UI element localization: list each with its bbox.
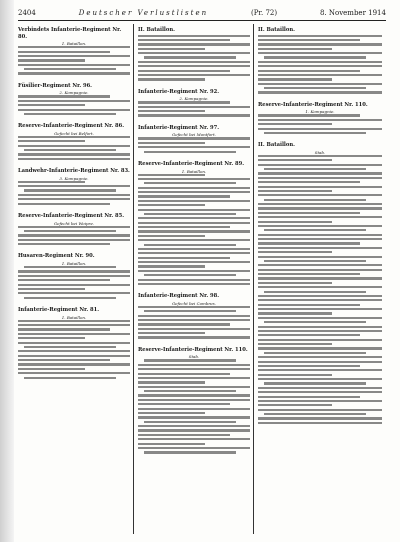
text-line: [138, 65, 250, 67]
text-line: [138, 187, 250, 189]
section-subtitle: Gefecht bei Combres.: [171, 300, 216, 306]
text-line: [258, 387, 382, 389]
text-line: [258, 238, 382, 240]
text-line: [138, 394, 250, 396]
text-line: [18, 109, 130, 111]
text-line: [258, 247, 382, 249]
text-line: [264, 321, 366, 323]
text-line: [258, 91, 382, 93]
text-line: [18, 324, 130, 326]
column-3: [258, 24, 382, 534]
text-line: [144, 451, 236, 453]
text-line: [18, 59, 85, 61]
section-gap: [258, 426, 382, 429]
text-line: [258, 216, 382, 218]
text-line: [138, 110, 205, 112]
section-gap: [18, 117, 130, 120]
text-line: [264, 260, 366, 262]
section-subtitle: 3. Kompagnie.: [59, 175, 89, 181]
text-line: [258, 119, 382, 121]
section-subtitle: Stab.: [314, 149, 326, 155]
text-line: [138, 386, 250, 388]
text-line: [138, 200, 250, 202]
section-gap: [18, 381, 130, 384]
section-subtitle: 1. Bataillon.: [181, 168, 207, 174]
section-title: Reserve-Infanterie-Regiment Nr. 85.: [18, 212, 125, 219]
text-line: [258, 361, 382, 363]
text-line: [258, 128, 382, 130]
text-line: [258, 65, 382, 67]
text-line: [258, 155, 382, 157]
section-title: Infanterie-Regiment Nr. 92.: [138, 88, 220, 95]
text-line: [258, 186, 382, 188]
text-line: [258, 123, 332, 125]
text-line: [258, 356, 382, 358]
text-line: [18, 136, 130, 138]
text-line: [138, 142, 205, 144]
section-gap: [138, 119, 250, 122]
section-gap: [138, 287, 250, 290]
page-header: [18, 6, 386, 21]
text-line: [18, 337, 85, 339]
section-title: Infanterie-Regiment Nr. 97.: [138, 124, 220, 131]
text-line: [24, 297, 116, 299]
section-gap: [258, 136, 382, 139]
section-title: Infanterie-Regiment Nr. 98.: [138, 293, 220, 300]
text-line: [258, 396, 360, 398]
text-line: [258, 177, 382, 179]
text-line: [258, 264, 382, 266]
section-subtitle: 1. Kompagnie.: [305, 109, 335, 115]
text-line: [258, 39, 360, 41]
text-line: [264, 291, 366, 293]
scan-edge: [0, 0, 14, 542]
text-line: [258, 400, 382, 402]
text-line: [138, 261, 250, 263]
text-line: [258, 334, 360, 336]
text-line: [18, 239, 130, 241]
section-title: II. Bataillon.: [258, 142, 295, 149]
section-title: Landwehr-Infanterie-Regiment Nr. 83.: [18, 168, 130, 175]
text-line: [258, 242, 360, 244]
section-gap: [138, 341, 250, 344]
text-line: [258, 48, 332, 50]
text-line: [18, 320, 130, 322]
text-line: [258, 61, 382, 63]
text-line: [138, 239, 250, 241]
text-line: [264, 382, 366, 384]
text-line: [138, 332, 205, 334]
text-line: [18, 359, 110, 361]
text-line: [138, 438, 250, 440]
text-line: [138, 425, 250, 427]
text-line: [138, 408, 250, 410]
text-line: [264, 87, 366, 89]
text-line: [264, 56, 366, 58]
section-title: Infanterie-Regiment Nr. 81.: [18, 307, 100, 314]
text-line: [24, 149, 116, 151]
text-line: [138, 252, 250, 254]
text-line: [138, 230, 250, 232]
text-line: [138, 191, 250, 193]
text-line: [258, 317, 382, 319]
section-gap: [18, 77, 130, 80]
text-line: [18, 140, 85, 142]
text-line: [264, 199, 366, 201]
section-title: II. Bataillon.: [258, 27, 295, 33]
section-subtitle: Gefecht bei Belfort.: [54, 130, 94, 136]
section-title: Reserve-Infanterie-Regiment Nr. 110.: [258, 101, 368, 108]
section-gap: [18, 162, 130, 165]
text-line: [18, 46, 130, 48]
text-line: [144, 390, 236, 392]
text-line: [18, 145, 130, 147]
text-line: [258, 378, 382, 380]
text-line: [258, 225, 382, 227]
text-line: [18, 185, 130, 187]
column-1: [18, 24, 130, 534]
text-line: [258, 326, 382, 328]
text-line: [258, 365, 360, 367]
section-gap: [18, 247, 130, 250]
text-line: [138, 137, 250, 139]
text-line: [258, 221, 332, 223]
text-line: [18, 275, 130, 277]
text-line: [258, 181, 360, 183]
text-line: [138, 315, 250, 317]
text-line: [258, 114, 360, 116]
section-subtitle: Stab.: [188, 354, 200, 360]
text-line: [258, 374, 332, 376]
text-line: [258, 369, 382, 371]
text-line: [138, 403, 230, 405]
text-line: [138, 399, 250, 401]
text-line: [138, 336, 250, 338]
text-line: [138, 306, 250, 308]
text-line: [258, 422, 382, 424]
text-line: [144, 151, 236, 153]
text-line: [18, 181, 85, 183]
text-line: [138, 377, 250, 379]
column-divider: [253, 24, 254, 534]
text-line: [138, 412, 205, 414]
page-number: 2404: [18, 9, 36, 17]
section-gap: [18, 207, 130, 210]
text-line: [258, 299, 382, 301]
text-line: [138, 61, 250, 63]
text-line: [138, 209, 250, 211]
section-title: Füsilier-Regiment Nr. 96.: [18, 82, 92, 89]
section-title: Reserve-Infanterie-Regiment Nr. 110.: [138, 346, 248, 353]
text-line: [138, 204, 205, 206]
text-line: [138, 323, 230, 325]
text-line: [258, 74, 382, 76]
text-line: [138, 217, 250, 219]
page-title: Deutscher Verlustlisten: [78, 9, 209, 17]
text-line: [138, 78, 205, 80]
text-line: [138, 373, 230, 375]
text-line: [18, 55, 130, 57]
text-line: [264, 229, 366, 231]
text-line: [18, 328, 110, 330]
text-line: [138, 265, 205, 267]
text-line: [138, 43, 250, 45]
text-line: [18, 153, 130, 155]
text-line: [18, 243, 110, 245]
text-line: [138, 48, 205, 50]
issue-date: 8. November 1914: [319, 9, 386, 17]
text-line: [258, 308, 382, 310]
text-line: [138, 70, 230, 72]
text-line: [138, 235, 205, 237]
text-line: [258, 295, 382, 297]
text-line: [138, 174, 205, 176]
text-line: [258, 207, 382, 209]
text-line: [138, 381, 205, 383]
text-line: [258, 194, 382, 196]
text-line: [18, 342, 130, 344]
text-line: [24, 346, 116, 348]
text-line: [258, 256, 382, 258]
text-line: [144, 310, 236, 312]
text-line: [258, 273, 360, 275]
section-subtitle: 2. Kompagnie.: [59, 90, 89, 96]
text-line: [258, 251, 332, 253]
text-line: [258, 159, 332, 161]
text-line: [258, 312, 332, 314]
text-line: [18, 288, 85, 290]
text-line: [18, 372, 130, 374]
column-2: [138, 24, 250, 534]
text-line: [258, 343, 332, 345]
text-line: [18, 72, 130, 74]
text-line: [258, 164, 382, 166]
text-line: [258, 203, 382, 205]
text-line: [258, 339, 382, 341]
text-line: [264, 132, 366, 134]
text-line: [258, 304, 360, 306]
text-line: [138, 178, 250, 180]
text-line: [258, 391, 382, 393]
text-line: [18, 292, 130, 294]
text-line: [18, 203, 110, 205]
section-subtitle: Gefecht bei Woipre.: [53, 220, 95, 226]
section-gap: [138, 456, 250, 459]
text-line: [18, 368, 85, 370]
text-line: [18, 350, 130, 352]
section-gap: [138, 155, 250, 158]
text-line: [138, 443, 205, 445]
text-line: [24, 266, 116, 268]
text-line: [258, 83, 382, 85]
section-subtitle: 2. Kompagnie.: [179, 96, 209, 102]
text-line: [258, 78, 332, 80]
section-title: Reserve-Infanterie-Regiment Nr. 89.: [138, 160, 245, 167]
text-line: [144, 244, 236, 246]
text-line: [138, 434, 230, 436]
text-line: [138, 257, 230, 259]
text-line: [18, 104, 85, 106]
text-line: [138, 248, 250, 250]
text-line: [258, 404, 332, 406]
text-line: [138, 226, 230, 228]
text-line: [18, 194, 130, 196]
text-line: [144, 182, 236, 184]
text-line: [18, 279, 110, 281]
issue-number: (Pr. 72): [250, 9, 278, 17]
text-line: [138, 328, 250, 330]
text-line: [24, 230, 116, 232]
text-line: [18, 51, 110, 53]
text-line: [144, 213, 236, 215]
text-line: [18, 333, 130, 335]
section-subtitle: Gefecht bei Montfort.: [172, 132, 216, 138]
text-line: [258, 212, 360, 214]
text-line: [264, 352, 366, 354]
text-line: [138, 52, 250, 54]
text-line: [258, 70, 360, 72]
text-line: [138, 368, 250, 370]
text-line: [138, 416, 250, 418]
section-title: Husaren-Regiment Nr. 90.: [18, 253, 95, 260]
text-line: [144, 421, 236, 423]
text-line: [24, 113, 116, 115]
section-subtitle: 1. Bataillon.: [61, 314, 87, 320]
text-line: [138, 114, 250, 116]
text-line: [144, 274, 236, 276]
text-line: [138, 106, 250, 108]
text-line: [18, 270, 130, 272]
text-line: [258, 409, 382, 411]
section-gap: [138, 83, 250, 86]
text-line: [264, 413, 366, 415]
text-line: [18, 100, 130, 102]
text-line: [18, 158, 130, 160]
text-line: [258, 172, 382, 174]
text-line: [258, 330, 382, 332]
text-line: [258, 277, 382, 279]
text-line: [258, 35, 382, 37]
text-line: [24, 189, 116, 191]
text-line: [138, 270, 250, 272]
section-title: Verbindets Infanterie-Regiment Nr. 80.: [18, 27, 122, 40]
section-title: II. Bataillon.: [138, 27, 175, 33]
text-line: [144, 359, 236, 361]
text-line: [258, 286, 382, 288]
text-line: [18, 64, 130, 66]
text-line: [138, 74, 250, 76]
text-line: [258, 417, 382, 419]
text-line: [138, 146, 250, 148]
text-line: [258, 190, 332, 192]
text-line: [258, 52, 382, 54]
section-gap: [18, 301, 130, 304]
section-title: Reserve-Infanterie-Regiment Nr. 86.: [18, 123, 125, 130]
text-line: [138, 101, 230, 103]
text-line: [138, 447, 250, 449]
text-line: [258, 347, 382, 349]
text-line: [18, 234, 130, 236]
text-line: [138, 35, 250, 37]
text-line: [138, 283, 250, 285]
text-line: [258, 234, 382, 236]
text-line: [24, 377, 116, 379]
text-line: [144, 56, 236, 58]
text-line: [18, 198, 130, 200]
section-subtitle: 1. Bataillon.: [61, 261, 87, 267]
text-line: [258, 43, 382, 45]
text-line: [258, 282, 332, 284]
text-line: [138, 39, 230, 41]
text-line: [18, 355, 130, 357]
section-subtitle: 1. Bataillon.: [61, 41, 87, 47]
text-line: [138, 429, 250, 431]
section-gap: [258, 96, 382, 99]
text-line: [138, 195, 230, 197]
text-line: [18, 363, 130, 365]
text-line: [264, 168, 366, 170]
text-line: [24, 68, 116, 70]
text-line: [138, 364, 250, 366]
text-line: [18, 226, 130, 228]
text-line: [138, 279, 250, 281]
column-divider: [133, 24, 134, 534]
text-line: [138, 319, 250, 321]
text-line: [258, 269, 382, 271]
text-line: [138, 222, 250, 224]
text-line: [18, 95, 110, 97]
text-line: [18, 284, 130, 286]
